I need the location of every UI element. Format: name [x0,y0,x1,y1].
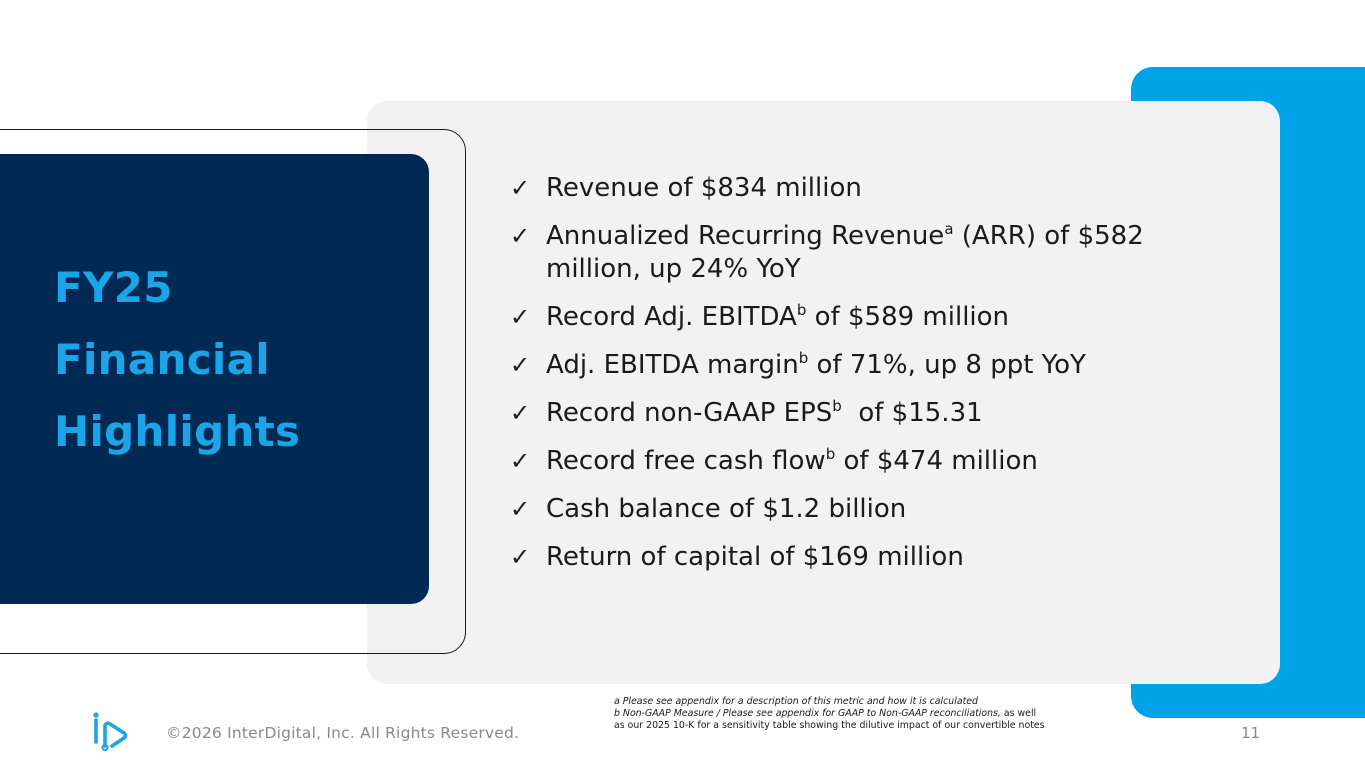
interdigital-logo-icon [92,712,130,752]
bullet-text: Return of capital of $169 million [546,542,964,572]
bullet-text-tail: of 71%, up 8 ppt YoY [808,350,1086,380]
title-line: FY25 [54,263,173,312]
page-number: 11 [1241,724,1261,742]
list-item [510,349,1190,382]
list-item [510,220,1190,286]
bullet-text-tail: of $589 million [806,302,1010,332]
check-icon: ✓ [510,303,531,331]
check-icon: ✓ [510,174,531,202]
bullet-text: Annualized Recurring Revenue [546,221,945,251]
footnote-marker: b [796,301,807,319]
bullet-text: Record non-GAAP EPS [546,398,833,428]
footnote-b-continued: as our 2025 10-K for a sensitivity table showing the dilutive impact of our convertible notes [614,720,1045,731]
list-item [510,445,1190,478]
copyright-notice: ©2026 InterDigital, Inc. All Rights Reserved. [166,724,520,742]
footnote-marker: b [832,397,842,415]
check-icon: ✓ [510,543,531,571]
footnotes [614,696,1134,732]
list-item [510,301,1190,334]
footnote-marker: a [944,220,954,238]
footnote-b: b Non-GAAP Measure / Please see appendix for GAAP to Non-GAAP reconciliations, as well [614,708,1037,719]
list-item [510,397,1190,430]
bullet-text-tail: (ARR) of $582 million, up 24% YoY [546,221,1144,284]
title-line: Financial [54,335,270,384]
check-icon: ✓ [510,351,531,379]
bullet-text: Revenue of $834 million [546,173,862,203]
check-icon: ✓ [510,399,531,427]
list-item [510,541,1190,574]
check-icon: ✓ [510,447,531,475]
slide-title [54,252,300,468]
bullet-text: Record free cash flow [546,446,826,476]
footnote-marker: b [798,349,809,367]
bullet-text: Cash balance of $1.2 billion [546,494,907,524]
list-item [510,493,1190,526]
highlights-list [510,172,1190,589]
bullet-text: Record Adj. EBITDA [546,302,797,332]
title-line: Highlights [54,407,301,456]
bullet-text: Adj. EBITDA margin [546,350,799,380]
bullet-text-tail: of $474 million [835,446,1038,476]
footnote-marker: b [825,445,836,463]
check-icon: ✓ [510,222,531,250]
footnote-a: a Please see appendix for a description of this metric and how it is calculated [614,696,978,707]
list-item [510,172,1190,205]
check-icon: ✓ [510,495,531,523]
bullet-text-tail: of $15.31 [841,398,983,428]
